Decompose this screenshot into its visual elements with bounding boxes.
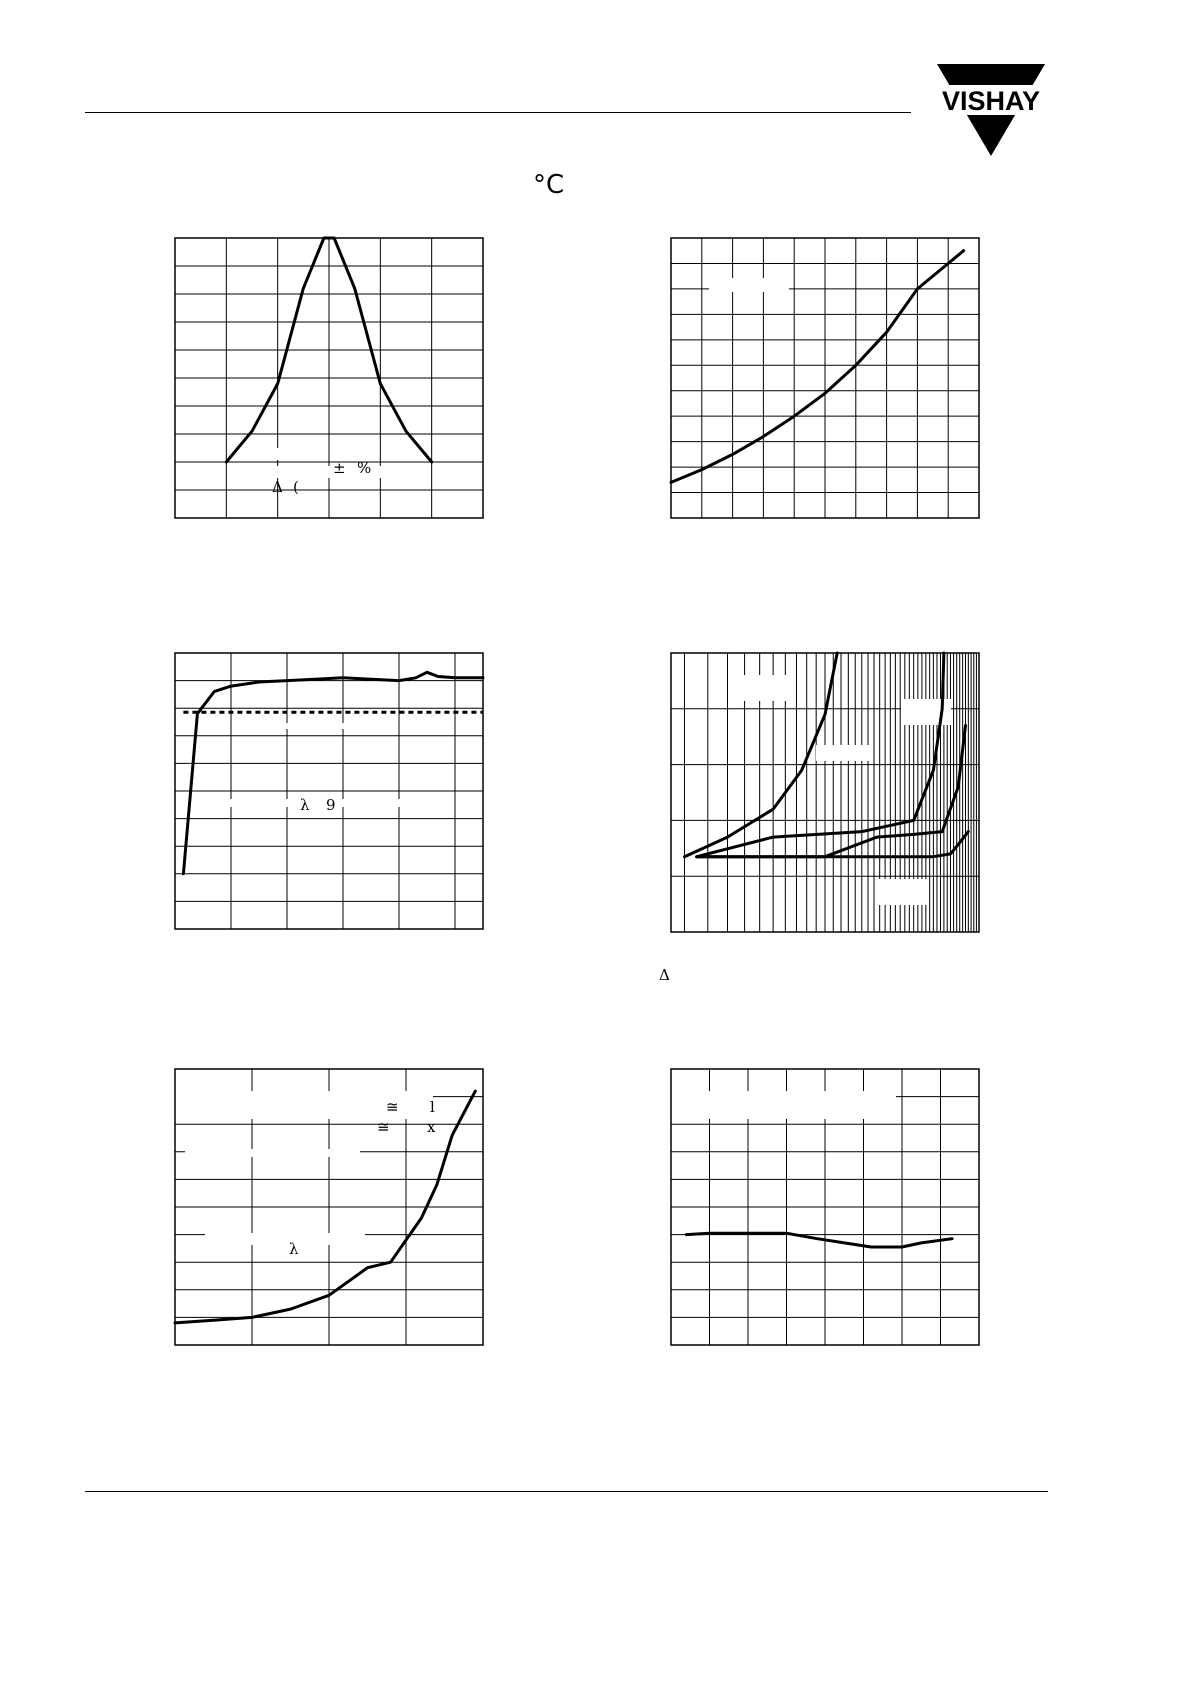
chart-5-annotation-x: x — [427, 1118, 436, 1136]
chart-2 — [671, 238, 979, 518]
label-area — [671, 1091, 896, 1119]
label-area — [709, 278, 789, 292]
label-area — [876, 879, 928, 905]
chart-6 — [671, 1069, 979, 1345]
chart-1-annotation-plusminus: ± — [333, 459, 346, 477]
chart-4-annotation-delta: Δ — [659, 966, 670, 984]
chart-1 — [175, 238, 483, 518]
vishay-logo — [935, 62, 1047, 158]
label-area — [205, 1233, 365, 1245]
chart-1-annotation-delta: Δ — [272, 478, 283, 496]
chart-1-annotation-paren: ( — [293, 478, 299, 496]
label-area — [741, 675, 789, 701]
series-line-1 — [686, 1233, 952, 1247]
label-area — [816, 745, 871, 761]
header-rule — [85, 112, 911, 113]
chart-1-annotation-percent: % — [357, 459, 372, 477]
series-line-1 — [183, 672, 483, 874]
chart-5 — [175, 1069, 483, 1345]
chart-5-annotation-approx-2: ≅ — [377, 1118, 390, 1136]
chart-3-annotation-nine: 9 — [326, 796, 336, 814]
chart-3-annotation-lambda: λ — [300, 796, 310, 814]
label-area — [227, 448, 327, 460]
label-area — [230, 799, 410, 807]
brand-name: VISHAY — [941, 86, 1041, 116]
label-area — [185, 1149, 360, 1157]
heading-unit: °C — [533, 170, 565, 200]
chart-5-annotation-l: l — [430, 1098, 435, 1116]
chart-4 — [671, 653, 979, 932]
chart-5-annotation-approx-1: ≅ — [386, 1098, 399, 1116]
footer-rule — [85, 1491, 1048, 1492]
chart-3 — [175, 653, 483, 929]
label-area — [245, 723, 393, 729]
chart-5-annotation-lambda: λ — [289, 1240, 299, 1258]
